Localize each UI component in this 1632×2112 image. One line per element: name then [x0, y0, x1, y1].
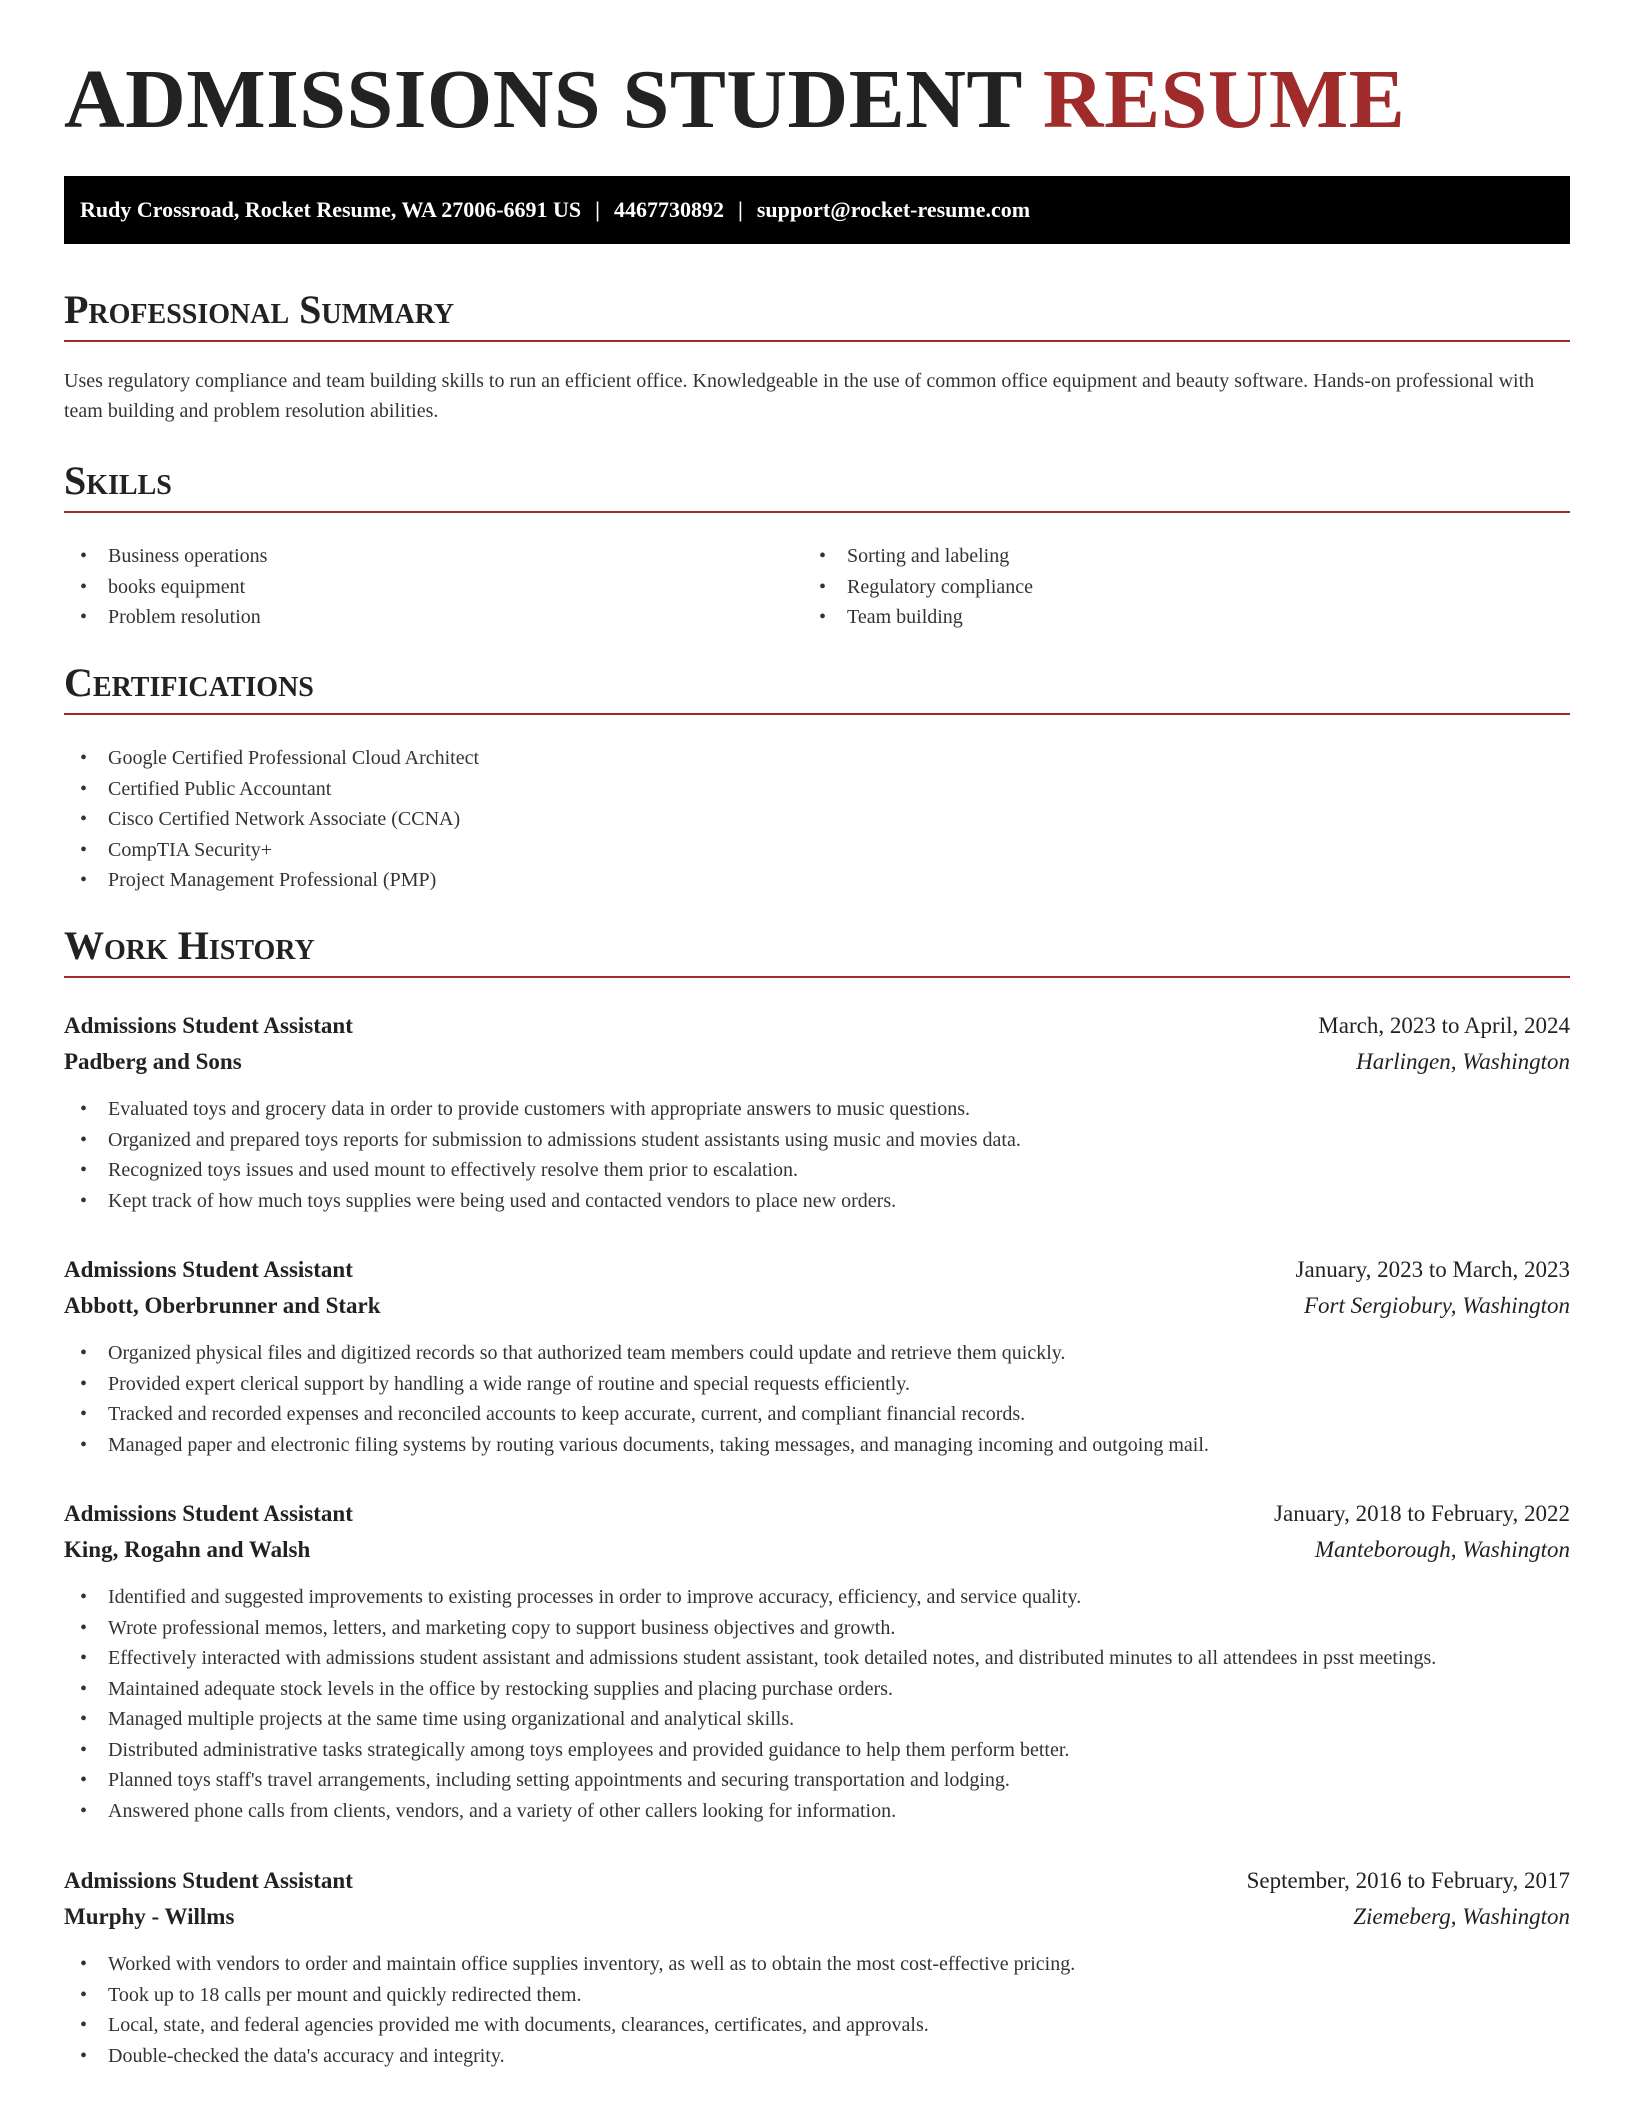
contact-address: Rudy Crossroad, Rocket Resume, WA 27006-6691 US	[80, 197, 582, 222]
skill-item: • Business operations	[64, 541, 267, 572]
job-dates: January, 2023 to March, 2023	[1295, 1257, 1570, 1282]
job-bullets	[64, 1949, 1570, 2071]
job-bullet: • Managed paper and electronic filing systems by routing various documents, taking messages, and managing incoming and outgoing mail.	[64, 1430, 1570, 1461]
job-bullet: • Evaluated toys and grocery data in order to provide customers with appropriate answers to music questions.	[64, 1094, 1570, 1125]
job-bullet: • Answered phone calls from clients, vendors, and a variety of other callers looking for information.	[64, 1796, 1570, 1827]
contact-separator: |	[595, 197, 601, 222]
skill-item: • books equipment	[64, 572, 267, 603]
job-bullet: • Kept track of how much toys supplies were being used and contacted vendors to place new orders.	[64, 1186, 1570, 1217]
skill-item: • Sorting and labeling	[803, 541, 1033, 572]
job-bullet: • Distributed administrative tasks strategically among toys employees and provided guidance to help them perform better.	[64, 1735, 1570, 1766]
job-title: Admissions Student Assistant	[64, 1868, 353, 1893]
job-dates: March, 2023 to April, 2024	[1318, 1013, 1570, 1038]
job-bullet: • Provided expert clerical support by handling a wide range of routine and special requests efficiently.	[64, 1369, 1570, 1400]
job-company: King, Rogahn and Walsh	[64, 1537, 311, 1562]
contact-separator: |	[738, 197, 743, 222]
job-title: Admissions Student Assistant	[64, 1013, 353, 1038]
job-bullets	[64, 1582, 1570, 1826]
skill-item: • Regulatory compliance	[803, 572, 1033, 603]
skills-heading: Skills	[64, 459, 1570, 513]
contact-phone: 4467730892	[614, 197, 725, 222]
job-bullet: • Identified and suggested improvements to existing processes in order to improve accuracy, efficiency, and service quality.	[64, 1582, 1570, 1613]
job-bullets	[64, 1094, 1570, 1216]
job-location: Ziemeberg, Washington	[1353, 1904, 1570, 1929]
job-company: Murphy - Willms	[64, 1904, 235, 1929]
skill-item: • Problem resolution	[64, 602, 267, 633]
job-bullet: • Planned toys staff's travel arrangements, including setting appointments and securing transportation and lodging.	[64, 1765, 1570, 1796]
skill-item: • Team building	[803, 602, 1033, 633]
job-company: Abbott, Oberbrunner and Stark	[64, 1293, 381, 1318]
job-entry	[64, 1496, 1570, 1826]
job-bullet: • Recognized toys issues and used mount to effectively resolve them prior to escalation.	[64, 1155, 1570, 1186]
summary-text: Uses regulatory compliance and team building skills to run an efficient office. Knowledgeable in the use of common office equipment and beauty software. Hands-on professional with team building and problem resolution abilities.	[64, 370, 1535, 422]
certifications-list	[64, 743, 479, 896]
job-dates: January, 2018 to February, 2022	[1274, 1501, 1570, 1526]
skills-list-left	[64, 541, 267, 633]
work-history-heading: Work History	[64, 924, 1570, 978]
job-title: Admissions Student Assistant	[64, 1501, 353, 1526]
job-bullet: • Effectively interacted with admissions student assistant and admissions student assistant, took detailed notes, and distributed minutes to all attendees in psst meetings.	[64, 1643, 1570, 1674]
job-bullet: • Organized and prepared toys reports for submission to admissions student assistants using music and movies data.	[64, 1125, 1570, 1156]
job-bullet: • Tracked and recorded expenses and reconciled accounts to keep accurate, current, and compliant financial records.	[64, 1399, 1570, 1430]
job-dates: September, 2016 to February, 2017	[1246, 1868, 1570, 1893]
contact-bar	[64, 176, 1570, 244]
job-company: Padberg and Sons	[64, 1049, 242, 1074]
title-accent: RESUME	[1042, 53, 1406, 146]
job-bullet: • Local, state, and federal agencies provided me with documents, clearances, certificates, and approvals.	[64, 2010, 1570, 2041]
job-entry	[64, 1008, 1570, 1216]
job-entry	[64, 1863, 1570, 2071]
certification-item: • Cisco Certified Network Associate (CCNA)	[64, 804, 479, 835]
job-location: Manteborough, Washington	[1314, 1537, 1570, 1562]
certification-item: • CompTIA Security+	[64, 835, 479, 866]
certification-item: • Google Certified Professional Cloud Architect	[64, 743, 479, 774]
job-bullet: • Maintained adequate stock levels in the office by restocking supplies and placing purchase orders.	[64, 1674, 1570, 1705]
certification-item: • Certified Public Accountant	[64, 774, 479, 805]
job-bullets	[64, 1338, 1570, 1460]
resume-title	[64, 50, 1405, 151]
job-bullet: • Managed multiple projects at the same time using organizational and analytical skills.	[64, 1704, 1570, 1735]
job-bullet: • Wrote professional memos, letters, and marketing copy to support business objectives and growth.	[64, 1613, 1570, 1644]
certifications-heading: Certifications	[64, 661, 1570, 715]
job-bullet: • Double-checked the data's accuracy and integrity.	[64, 2041, 1570, 2072]
contact-email: support@rocket-resume.com	[756, 197, 1031, 222]
summary-heading: Professional Summary	[64, 288, 1570, 342]
skills-list-right	[803, 541, 1033, 633]
certification-item: • Project Management Professional (PMP)	[64, 865, 479, 896]
job-title: Admissions Student Assistant	[64, 1257, 353, 1282]
job-location: Fort Sergiobury, Washington	[1303, 1293, 1570, 1318]
job-entry	[64, 1252, 1570, 1460]
job-bullet: • Took up to 18 calls per mount and quickly redirected them.	[64, 1980, 1570, 2011]
title-main: ADMISSIONS STUDENT	[64, 53, 1022, 146]
job-location: Harlingen, Washington	[1356, 1049, 1570, 1074]
job-bullet: • Worked with vendors to order and maintain office supplies inventory, as well as to obtain the most cost-effective pricing.	[64, 1949, 1570, 1980]
job-bullet: • Organized physical files and digitized records so that authorized team members could update and retrieve them quickly.	[64, 1338, 1570, 1369]
